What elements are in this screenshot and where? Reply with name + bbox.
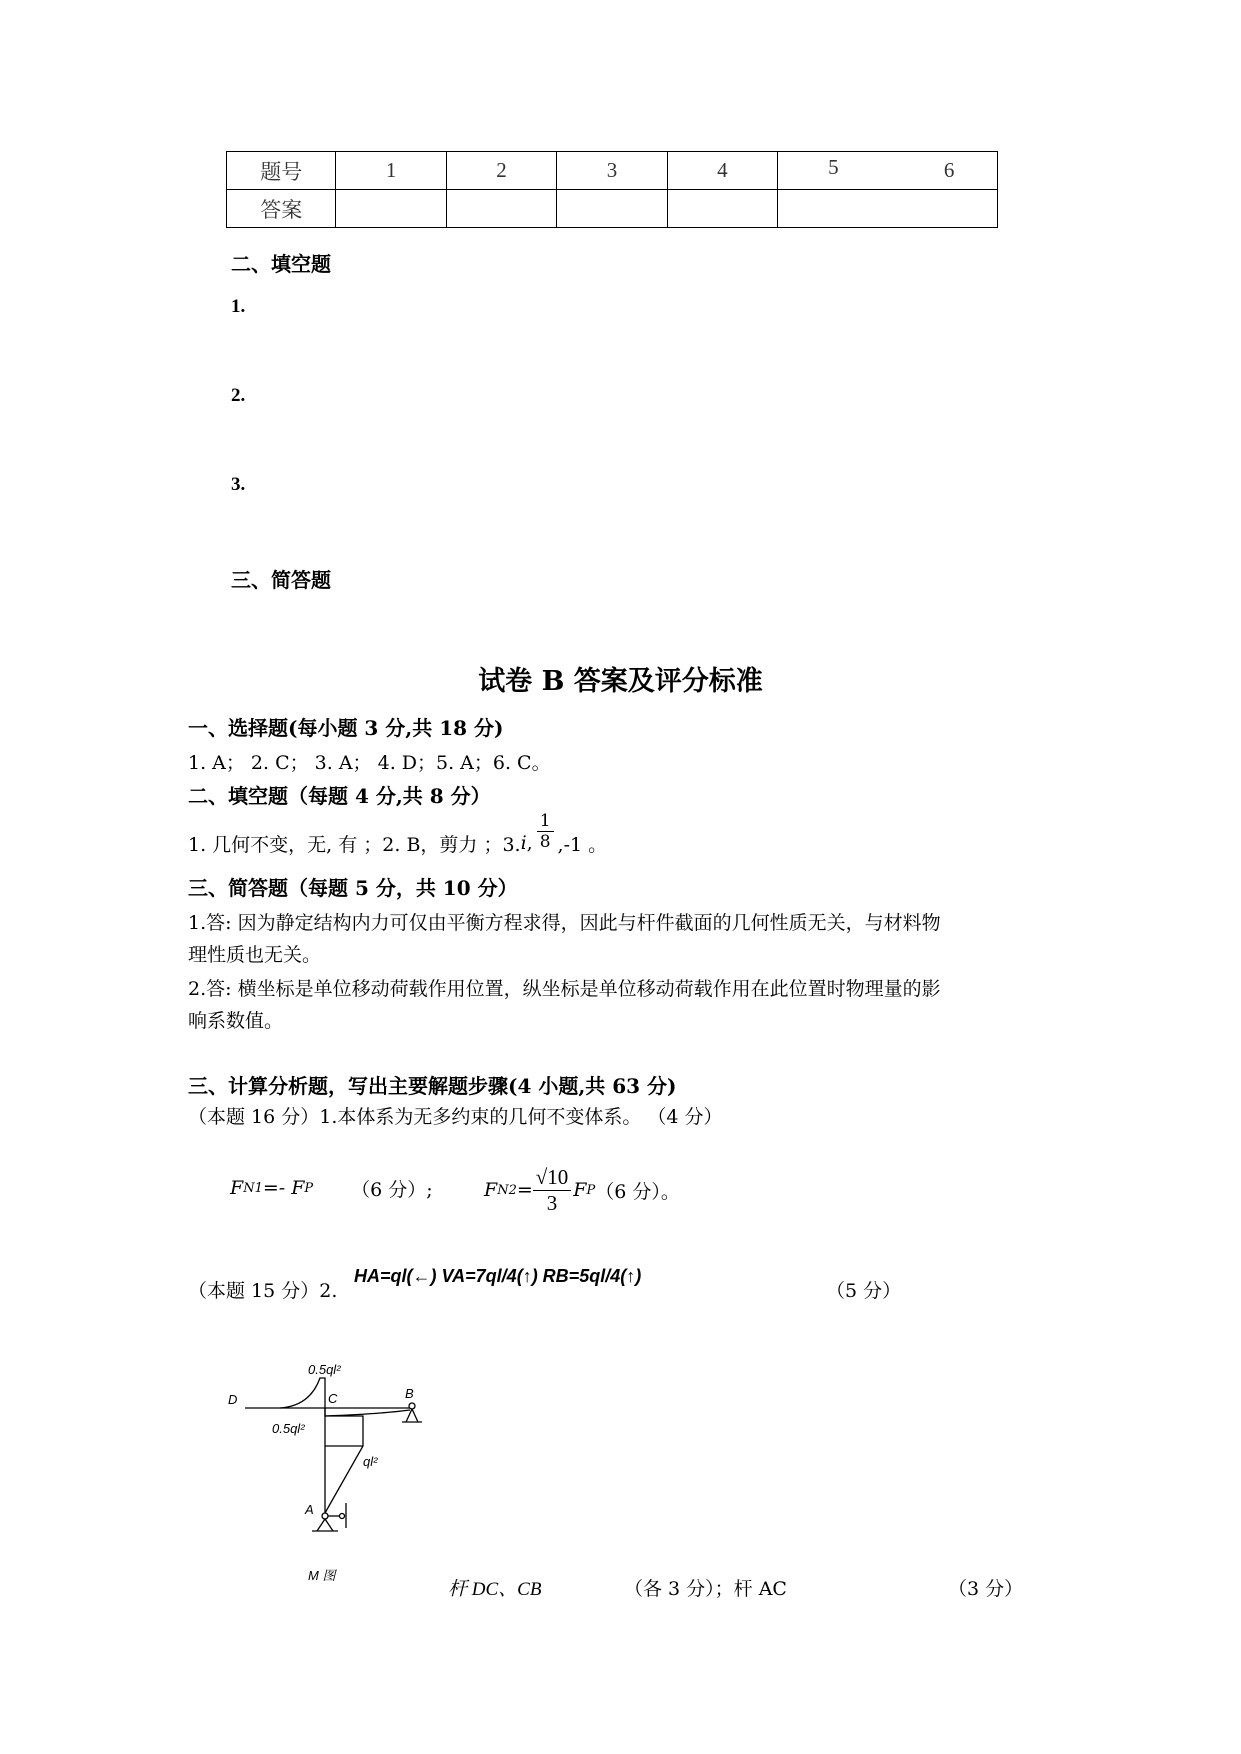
moment-curve-cb <box>325 1408 410 1416</box>
table-cell: 2 <box>446 152 556 190</box>
blank-item: 1. <box>231 296 246 317</box>
hinge-a <box>322 1513 328 1519</box>
key-problem-2-reactions: HA=ql(←) VA=7ql/4(↑) RB=5ql/4(↑) <box>354 1266 642 1286</box>
formula-fn2: F N2 = $\frac{√10}{3}$ F P （6 分）。 <box>484 1164 680 1215</box>
key-choice-answers: 1. A； 2. C； 3. A； 4. D；5. A；6. C。 <box>188 752 551 774</box>
support-b <box>412 1409 418 1422</box>
diagram-caption: M 图 <box>308 1568 336 1583</box>
moment-diagram <box>220 1348 440 1598</box>
node-label-a: A <box>305 1502 314 1517</box>
table-cell: 1 <box>336 152 446 190</box>
support-a <box>317 1519 325 1531</box>
key-answer-text: 1.答: 因为静定结构内力可仅由平衡方程求得，因此与杆件截面的几何性质无关，与材料物 <box>188 912 941 934</box>
key-heading-fill: 二、填空题（每题 4 分,共 8 分） <box>188 784 491 808</box>
moment-curve-ac <box>325 1416 363 1513</box>
bar-score-a: 杆 DC、CB <box>448 1579 542 1600</box>
section-heading-short: 三、简答题 <box>231 568 331 592</box>
table-cell <box>667 190 777 228</box>
key-answer-text: 2.答: 横坐标是单位移动荷载作用位置，纵坐标是单位移动荷载作用在此位置时物理量的影 <box>188 978 941 1000</box>
blank-item: 2. <box>231 385 246 406</box>
key-problem-2-prefix: （本题 15 分）2. <box>188 1280 338 1302</box>
bar-score-c: （3 分） <box>948 1578 1024 1600</box>
table-cell <box>557 190 667 228</box>
diagram-label: 0.5ql² <box>272 1421 305 1436</box>
table-cell <box>778 190 998 228</box>
node-label-d: D <box>228 1392 238 1407</box>
key-problem-2-score: （5 分） <box>826 1280 902 1302</box>
table-cell <box>446 190 556 228</box>
section-heading-fill: 二、填空题 <box>231 252 331 276</box>
key-fill-answers: 1. 几何不变，无, 有 ；2. B，剪力 ；3. i , $\frac{1}{8}$ ,-1 。 <box>188 810 608 856</box>
table-cell <box>336 190 446 228</box>
node-label-c: C <box>328 1391 338 1406</box>
fraction: $\frac{√10}{3}$ <box>533 1165 572 1216</box>
fraction: $\frac{1}{8}$ <box>537 811 554 852</box>
table-cell-merged: 5 6 <box>778 152 998 190</box>
page-title: 试卷 B 答案及评分标准 <box>478 666 763 697</box>
key-heading-choice: 一、选择题(每小题 3 分,共 18 分) <box>188 716 504 740</box>
key-heading-calc: 三、计算分析题，写出主要解题步骤(4 小题,共 63 分) <box>188 1074 677 1098</box>
table-header-answer: 答案 <box>227 190 336 228</box>
answer-table <box>226 151 998 228</box>
table-row <box>227 190 998 228</box>
diagram-label: ql² <box>363 1454 378 1469</box>
moment-curve-dc <box>280 1378 325 1408</box>
table-header-number: 题号 <box>227 152 336 190</box>
key-answer-text: 响系数值。 <box>188 1010 284 1032</box>
table-cell: 3 <box>557 152 667 190</box>
formula-fn1: F N1 =- F P （6 分）; <box>230 1177 433 1201</box>
blank-item: 3. <box>231 474 246 495</box>
hinge-b <box>409 1403 415 1409</box>
table-row <box>227 152 998 190</box>
support-a <box>325 1519 333 1531</box>
bar-score-b: （各 3 分）；杆 AC <box>624 1578 787 1600</box>
diagram-label: 0.5ql² <box>308 1362 341 1377</box>
key-answer-text: 理性质也无关。 <box>188 944 322 966</box>
node-label-b: B <box>405 1386 414 1401</box>
key-problem-1: （本题 16 分）1.本体系为无多约束的几何不变体系。 （4 分） <box>188 1106 723 1128</box>
table-cell: 4 <box>667 152 777 190</box>
support-a-link <box>340 1514 345 1519</box>
key-heading-short: 三、简答题（每题 5 分，共 10 分） <box>188 876 518 900</box>
